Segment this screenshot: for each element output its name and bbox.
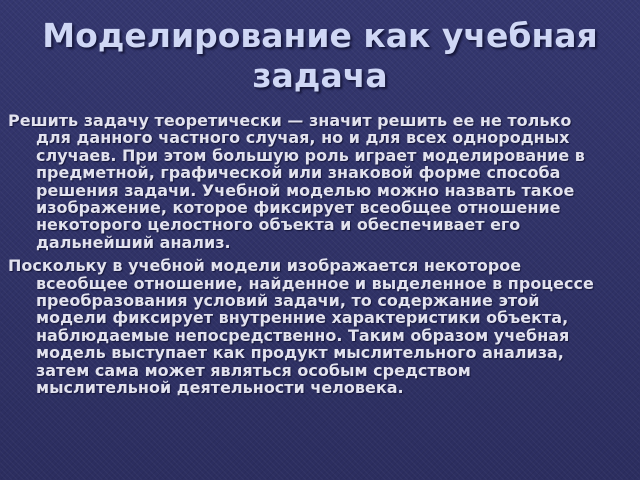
slide-body [8, 112, 608, 403]
paragraph-1: Решить задачу теоретически — значит решить ее не только для данного частного случая, но и для всех однородных случаев. При этом большую роль играет моделирование в предметной, графической или знаковой форме способа решения задачи. Учебной моделью можно назвать такое изображение, которое фиксирует всеобщее отношение некоторого целостного объекта и обеспечивает его дальнейший анализ. [8, 111, 585, 252]
slide-title: Моделирование как учебная задача [42, 16, 598, 95]
paragraph-2: Поскольку в учебной модели изображается некоторое всеобщее отношение, найденное и выделенное в процессе преобразования условий задачи, то содержание этой модели фиксирует внутренние характеристики объекта, наблюдаемые непосредственно. Таким образом учебная модель выступает как продукт мыслительного анализа, затем сама может являться особым средством мыслительной деятельности человека. [8, 256, 594, 398]
